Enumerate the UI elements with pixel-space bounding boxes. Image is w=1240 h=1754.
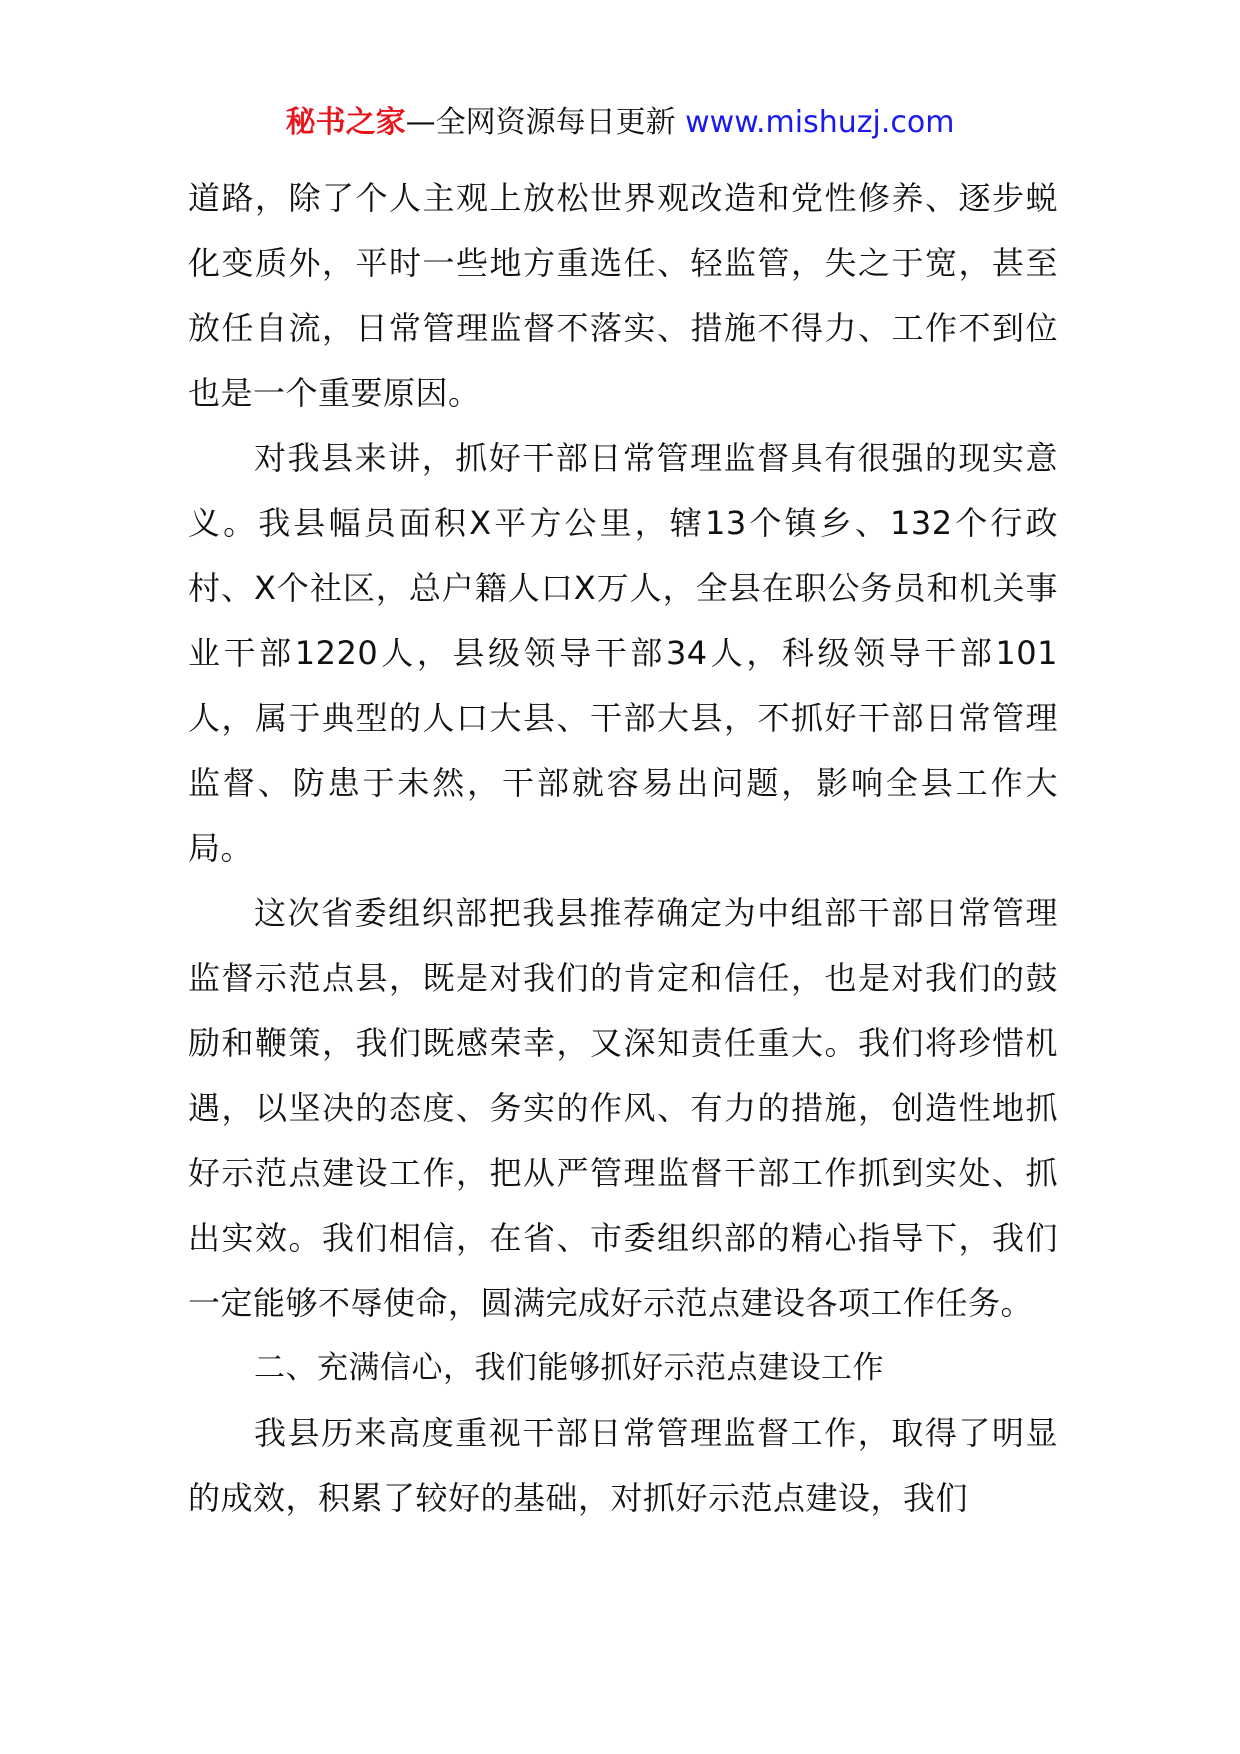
site-url-link[interactable]: www.mishuzj.com — [685, 105, 955, 140]
paragraph-continuation: 道路，除了个人主观上放松世界观改造和党性修养、逐步蜕化变质外，平时一些地方重选任、轻监管，失之于宽，甚至放任自流，日常管理监督不落实、措施不得力、工作不到位也是一个重要原因。 — [188, 179, 1058, 412]
header-tagline: —全网资源每日更新 — [405, 105, 676, 140]
section-heading: 二、充满信心，我们能够抓好示范点建设工作 — [254, 1350, 884, 1386]
site-header — [0, 100, 1240, 146]
paragraph-demonstration-site: 这次省委组织部把我县推荐确定为中组部干部日常管理监督示范点县，既是对我们的肯定和信任，也是对我们的鼓励和鞭策，我们既感荣幸，又深知责任重大。我们将珍惜机遇，以坚决的态度、务实的作风、有力的措施，创造性地抓好示范点建设工作，把从严管理监督干部工作抓到实处、抓出实效。我们相信，在省、市委组织部的精心指导下，我们一定能够不辱使命，圆满完成好示范点建设各项工作任务。 — [188, 894, 1058, 1322]
brand-name: 秘书之家 — [285, 105, 406, 140]
paragraph-county-significance: 对我县来讲，抓好干部日常管理监督具有很强的现实意义。我县幅员面积X平方公里，辖13个镇乡、132个行政村、X个社区，总户籍人口X万人，全县在职公务员和机关事业干部1220人，县级领导干部34人，科级领导干部101人，属于典型的人口大县、干部大县，不抓好干部日常管理监督、防患于未然，干部就容易出问题，影响全县工作大局。 — [188, 439, 1058, 867]
paragraph-achievements: 我县历来高度重视干部日常管理监督工作，取得了明显的成效，积累了较好的基础，对抓好示范点建设，我们 — [188, 1414, 1058, 1517]
document-body — [188, 166, 1058, 1531]
